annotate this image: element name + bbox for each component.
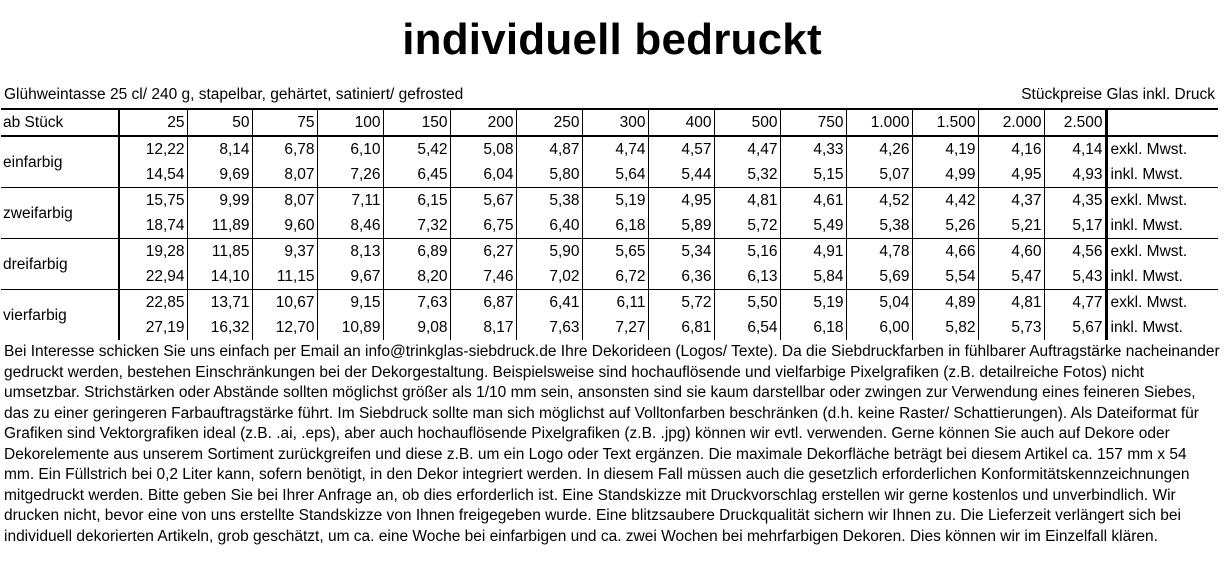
price-cell: 4,19 bbox=[912, 136, 978, 162]
price-cell: 4,60 bbox=[978, 239, 1044, 265]
tax-label: inkl. Mwst. bbox=[1106, 162, 1218, 188]
tax-label: exkl. Mwst. bbox=[1106, 136, 1218, 162]
price-cell: 5,72 bbox=[648, 290, 714, 316]
price-cell: 5,54 bbox=[912, 264, 978, 290]
table-row bbox=[1, 315, 1218, 340]
price-cell: 6,13 bbox=[714, 264, 780, 290]
price-cell: 5,21 bbox=[978, 213, 1044, 239]
color-count-label: einfarbig bbox=[3, 153, 63, 171]
price-cell: 6,41 bbox=[516, 290, 582, 316]
price-cell: 6,04 bbox=[450, 162, 516, 188]
price-cell: 6,18 bbox=[582, 213, 648, 239]
price-cell: 4,95 bbox=[978, 162, 1044, 188]
price-cell: 6,40 bbox=[516, 213, 582, 239]
price-cell: 5,19 bbox=[780, 290, 846, 316]
price-cell: 5,73 bbox=[978, 315, 1044, 340]
price-cell: 16,32 bbox=[187, 315, 252, 340]
price-cell: 4,47 bbox=[714, 136, 780, 162]
price-cell: 4,26 bbox=[846, 136, 912, 162]
color-count-label: vierfarbig bbox=[1, 290, 119, 341]
price-cell: 6,87 bbox=[450, 290, 516, 316]
price-cell: 9,08 bbox=[383, 315, 450, 340]
price-cell: 15,75 bbox=[119, 188, 187, 214]
price-cell: 6,15 bbox=[383, 188, 450, 214]
color-count-label: dreifarbig bbox=[1, 239, 119, 290]
price-cell: 14,10 bbox=[187, 264, 252, 290]
price-cell: 11,15 bbox=[252, 264, 317, 290]
price-cell: 5,90 bbox=[516, 239, 582, 265]
price-cell: 7,46 bbox=[450, 264, 516, 290]
price-cell: 10,89 bbox=[317, 315, 383, 340]
price-cell: 4,42 bbox=[912, 188, 978, 214]
quantity-header: 2.500 bbox=[1044, 109, 1106, 136]
tax-label: inkl. Mwst. bbox=[1106, 213, 1218, 239]
price-cell: 4,81 bbox=[714, 188, 780, 214]
price-cell: 5,26 bbox=[912, 213, 978, 239]
color-count-label: zweifarbig bbox=[1, 188, 119, 239]
price-cell: 4,93 bbox=[1044, 162, 1106, 188]
price-cell: 7,11 bbox=[317, 188, 383, 214]
table-header-row bbox=[1, 109, 1218, 136]
price-cell: 5,69 bbox=[846, 264, 912, 290]
table-row bbox=[1, 213, 1218, 239]
price-cell: 4,95 bbox=[648, 188, 714, 214]
quantity-header: 250 bbox=[516, 109, 582, 136]
price-cell: 4,52 bbox=[846, 188, 912, 214]
price-note: Stückpreise Glas inkl. Druck bbox=[1021, 86, 1215, 103]
price-cell: 5,08 bbox=[450, 136, 516, 162]
tax-label: inkl. Mwst. bbox=[1106, 264, 1218, 290]
price-cell: 4,74 bbox=[582, 136, 648, 162]
price-cell: 8,13 bbox=[317, 239, 383, 265]
table-row bbox=[1, 162, 1218, 188]
description-text: Bei Interesse schicken Sie uns einfach per Email an info@trinkglas-siebdruck.de Ihre Dekorideen (Logos/ Texte). Da die Siebdruckfarben in fühlbarer Auftragstärke nacheinander gedruckt werden, bestehen Einschränkungen bei der Dekorgestaltung. Beispielsweise sind hochauflösende und vielfarbige Pixelgrafiken (z.B. detailreiche Fotos) nicht umsetzbar. Strichstärken oder Abstände sollten möglichst größer als 1/10 mm sein, ansonsten sind sie kaum darstellbar oder zwingen zur Verwendung eines feineren Siebes, das zu einer geringeren Farbauftragstärke führt. Im Siebdruck sollte man sich möglichst auf Volltonfarben beschränken (d.h. keine Raster/ Schattierungen). Als Dateiformat für Grafiken sind Vektorgrafiken ideal (z.B. .ai, .eps), aber auch hochauflösende Pixelgrafiken (z.B. .jpg) können wir evtl. verwenden. Gerne können Sie auch auf Dekore oder Dekorelemente aus unserem Sortiment zurückgreifen und diese z.B. um ein Logo oder Text ergänzen. Die maximale Dekorfläche beträgt bei diesem Artikel ca. 157 mm x 54 mm. Ein Füllstrich bei 0,2 Liter kann, sofern benötigt, in den Dekor integriert werden. In diesem Fall müssen auch die gesetzlich erforderlichen Konformitätskennzeichnungen mitgedruckt werden. Bitte geben Sie bei Ihrer Anfrage an, ob dies erforderlich ist. Eine Standskizze mit Druckvorschlag erstellen wir gerne kostenlos und unverbindlich. Wir drucken nicht, bevor eine von uns erstellte Standskizze von Ihnen freigegeben wurde. Eine blitzsaubere Druckqualität sichern wir Ihnen zu. Die Lieferzeit verlängert sich bei individuell dekorierten Artikeln, grob geschätzt, um ca. eine Woche bei einfarbigen und ca. zwei Wochen bei mehrfarbigen Dekoren. Dies können wir im Einzelfall klären. bbox=[4, 343, 1220, 545]
price-cell: 10,67 bbox=[252, 290, 317, 316]
quantity-header: 400 bbox=[648, 109, 714, 136]
price-cell: 5,34 bbox=[648, 239, 714, 265]
price-cell: 5,84 bbox=[780, 264, 846, 290]
price-cell: 13,71 bbox=[187, 290, 252, 316]
table-row bbox=[1, 264, 1218, 290]
price-cell: 5,89 bbox=[648, 213, 714, 239]
price-cell: 6,36 bbox=[648, 264, 714, 290]
quantity-header: 500 bbox=[714, 109, 780, 136]
price-cell: 6,75 bbox=[450, 213, 516, 239]
table-row bbox=[1, 239, 1218, 265]
price-cell: 8,07 bbox=[252, 188, 317, 214]
price-cell: 5,15 bbox=[780, 162, 846, 188]
quantity-header: 1.000 bbox=[846, 109, 912, 136]
price-cell: 8,14 bbox=[187, 136, 252, 162]
price-cell: 27,19 bbox=[119, 315, 187, 340]
price-cell: 5,42 bbox=[383, 136, 450, 162]
price-cell: 4,81 bbox=[978, 290, 1044, 316]
price-cell: 7,26 bbox=[317, 162, 383, 188]
price-cell: 7,63 bbox=[383, 290, 450, 316]
price-cell: 8,17 bbox=[450, 315, 516, 340]
quantity-header: 750 bbox=[780, 109, 846, 136]
price-cell: 6,81 bbox=[648, 315, 714, 340]
price-cell: 6,18 bbox=[780, 315, 846, 340]
price-cell: 4,77 bbox=[1044, 290, 1106, 316]
quantity-header: 50 bbox=[187, 109, 252, 136]
price-cell: 5,49 bbox=[780, 213, 846, 239]
price-cell: 4,33 bbox=[780, 136, 846, 162]
price-cell: 5,64 bbox=[582, 162, 648, 188]
price-cell: 9,67 bbox=[317, 264, 383, 290]
price-cell: 5,04 bbox=[846, 290, 912, 316]
price-cell: 4,89 bbox=[912, 290, 978, 316]
price-cell: 22,85 bbox=[119, 290, 187, 316]
price-cell: 5,72 bbox=[714, 213, 780, 239]
price-cell: 6,00 bbox=[846, 315, 912, 340]
price-cell: 4,14 bbox=[1044, 136, 1106, 162]
price-cell: 9,37 bbox=[252, 239, 317, 265]
price-cell: 9,15 bbox=[317, 290, 383, 316]
price-cell: 4,56 bbox=[1044, 239, 1106, 265]
price-cell: 5,67 bbox=[1044, 315, 1106, 340]
price-cell: 6,45 bbox=[383, 162, 450, 188]
table-row bbox=[1, 290, 1218, 316]
price-cell: 5,07 bbox=[846, 162, 912, 188]
price-cell: 5,38 bbox=[516, 188, 582, 214]
price-cell: 6,72 bbox=[582, 264, 648, 290]
price-cell: 5,38 bbox=[846, 213, 912, 239]
tax-header bbox=[1106, 109, 1218, 136]
price-cell: 5,43 bbox=[1044, 264, 1106, 290]
price-table bbox=[1, 108, 1218, 340]
price-cell: 5,17 bbox=[1044, 213, 1106, 239]
quantity-header: 200 bbox=[450, 109, 516, 136]
price-cell: 11,85 bbox=[187, 239, 252, 265]
price-cell: 18,74 bbox=[119, 213, 187, 239]
quantity-header: 100 bbox=[317, 109, 383, 136]
price-cell: 6,27 bbox=[450, 239, 516, 265]
price-cell: 5,80 bbox=[516, 162, 582, 188]
price-cell: 7,27 bbox=[582, 315, 648, 340]
price-cell: 4,35 bbox=[1044, 188, 1106, 214]
quantity-header: 300 bbox=[582, 109, 648, 136]
price-cell: 5,65 bbox=[582, 239, 648, 265]
price-cell: 4,61 bbox=[780, 188, 846, 214]
table-row bbox=[1, 136, 1218, 162]
price-cell: 4,37 bbox=[978, 188, 1044, 214]
price-cell: 7,32 bbox=[383, 213, 450, 239]
price-cell: 4,57 bbox=[648, 136, 714, 162]
price-cell: 8,07 bbox=[252, 162, 317, 188]
price-cell: 6,11 bbox=[582, 290, 648, 316]
price-cell: 8,20 bbox=[383, 264, 450, 290]
price-cell: 5,16 bbox=[714, 239, 780, 265]
product-description: Glühweintasse 25 cl/ 240 g, stapelbar, gehärtet, satiniert/ gefrosted bbox=[4, 86, 464, 103]
price-cell: 5,44 bbox=[648, 162, 714, 188]
price-cell: 5,32 bbox=[714, 162, 780, 188]
price-cell: 5,50 bbox=[714, 290, 780, 316]
price-cell: 4,16 bbox=[978, 136, 1044, 162]
tax-label: exkl. Mwst. bbox=[1106, 188, 1218, 214]
price-cell: 12,22 bbox=[119, 136, 187, 162]
tax-label: exkl. Mwst. bbox=[1106, 239, 1218, 265]
quantity-header: 150 bbox=[383, 109, 450, 136]
price-cell: 6,10 bbox=[317, 136, 383, 162]
price-cell: 4,78 bbox=[846, 239, 912, 265]
price-cell: 22,94 bbox=[119, 264, 187, 290]
quantity-header: 75 bbox=[252, 109, 317, 136]
price-cell: 12,70 bbox=[252, 315, 317, 340]
price-cell: 9,60 bbox=[252, 213, 317, 239]
price-cell: 7,63 bbox=[516, 315, 582, 340]
price-cell: 14,54 bbox=[119, 162, 187, 188]
price-cell: 4,66 bbox=[912, 239, 978, 265]
quantity-header: 2.000 bbox=[978, 109, 1044, 136]
price-cell: 9,69 bbox=[187, 162, 252, 188]
price-cell: 4,99 bbox=[912, 162, 978, 188]
price-cell: 5,67 bbox=[450, 188, 516, 214]
price-cell: 5,82 bbox=[912, 315, 978, 340]
table-row bbox=[1, 188, 1218, 214]
price-cell: 9,99 bbox=[187, 188, 252, 214]
price-cell: 8,46 bbox=[317, 213, 383, 239]
price-cell: 11,89 bbox=[187, 213, 252, 239]
quantity-header: 1.500 bbox=[912, 109, 978, 136]
price-cell: 4,91 bbox=[780, 239, 846, 265]
price-cell: 5,47 bbox=[978, 264, 1044, 290]
header-label: ab Stück bbox=[1, 109, 119, 136]
page-title: individuell bedruckt bbox=[402, 15, 822, 64]
price-cell: 5,19 bbox=[582, 188, 648, 214]
price-cell: 6,89 bbox=[383, 239, 450, 265]
price-cell: 4,87 bbox=[516, 136, 582, 162]
subheader bbox=[4, 86, 1215, 104]
tax-label: inkl. Mwst. bbox=[1106, 315, 1218, 340]
tax-label: exkl. Mwst. bbox=[1106, 290, 1218, 316]
price-cell: 6,78 bbox=[252, 136, 317, 162]
quantity-header: 25 bbox=[119, 109, 187, 136]
price-cell: 7,02 bbox=[516, 264, 582, 290]
price-cell: 6,54 bbox=[714, 315, 780, 340]
price-cell: 19,28 bbox=[119, 239, 187, 265]
